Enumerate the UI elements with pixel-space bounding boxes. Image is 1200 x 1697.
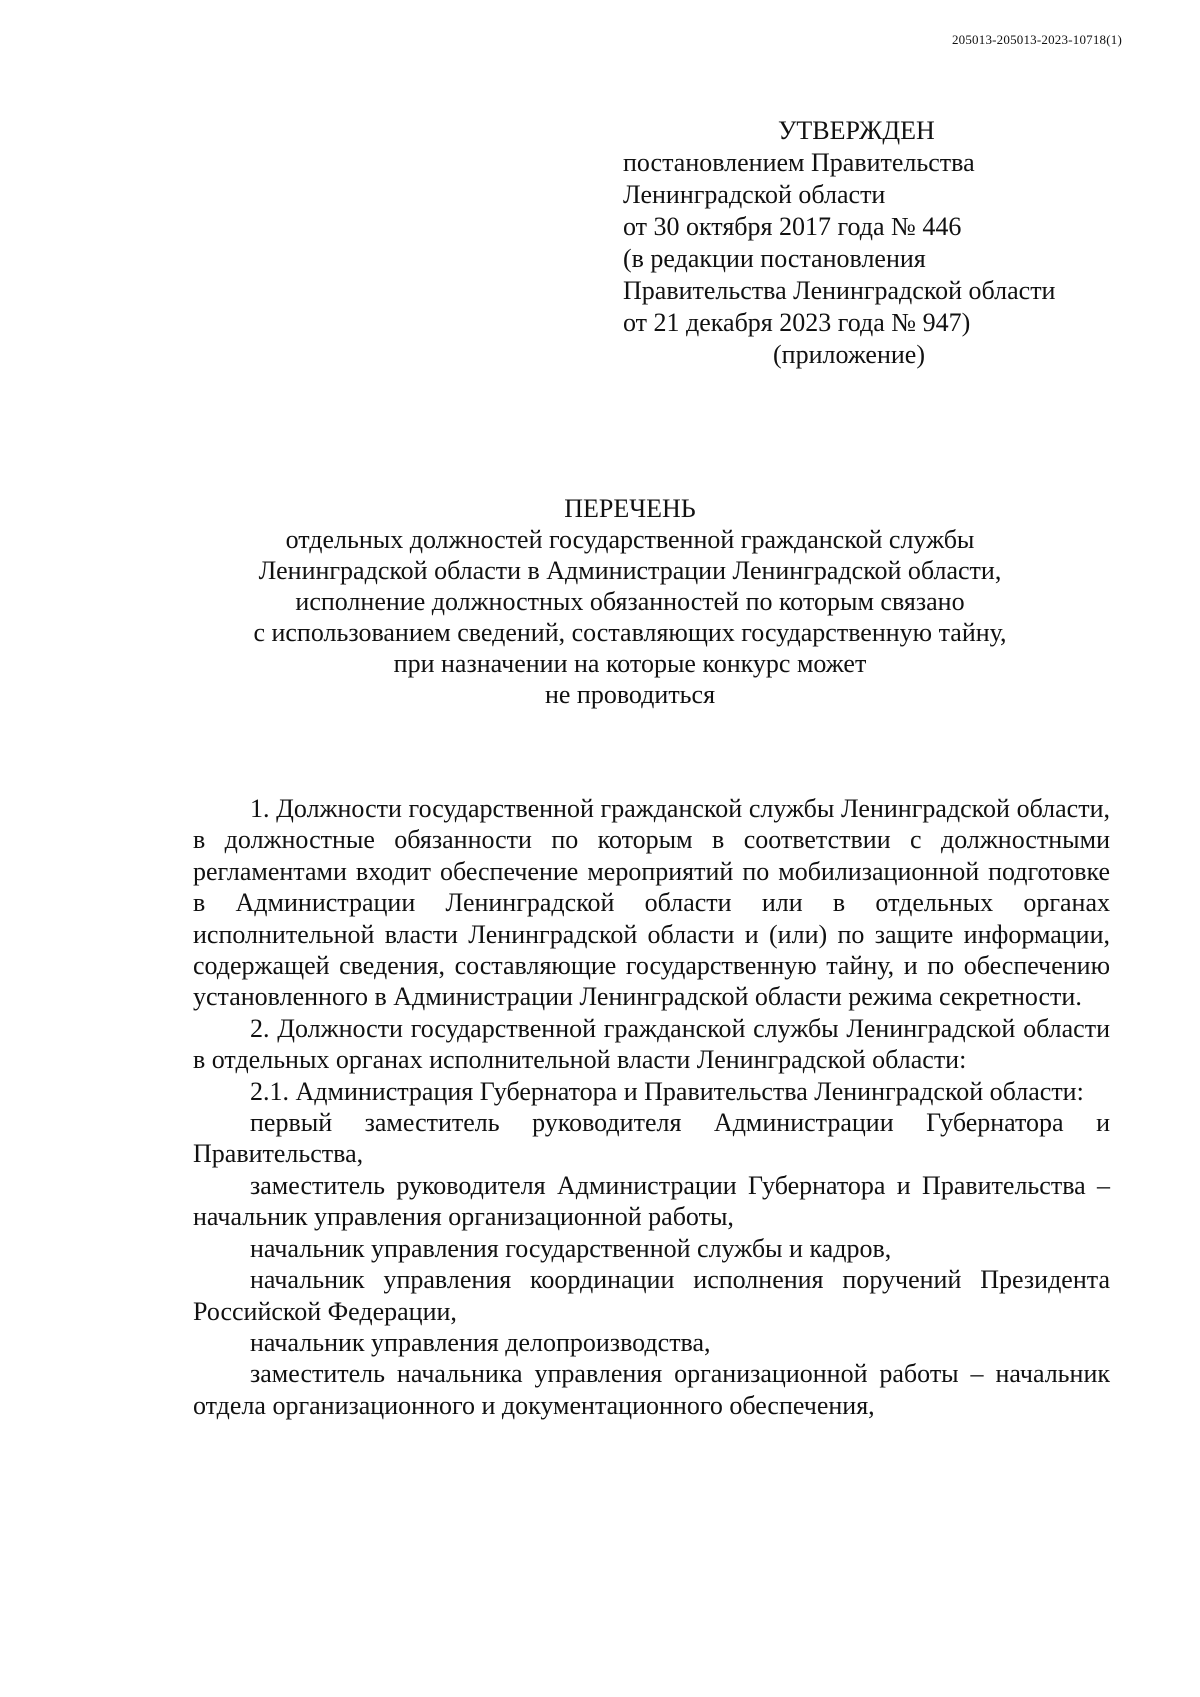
position-item: начальник управления координации исполнения поручений Президента Российской Федерации, [193, 1265, 1110, 1326]
document-registration-number: 205013-205013-2023-10718(1) [951, 32, 1122, 47]
position-item: первый заместитель руководителя Администрации Губернатора и Правительства, [193, 1108, 1110, 1169]
approval-line: постановлением Правительства [623, 148, 975, 177]
list-heading: ПЕРЕЧЕНЬ [564, 494, 696, 523]
position-item: заместитель начальника управления организационной работы – начальник отдела организационного и документационного обеспечения, [193, 1359, 1110, 1420]
list-title-block [190, 493, 1070, 710]
list-title-line: не проводиться [544, 680, 716, 709]
approval-appendix: (приложение) [773, 340, 926, 369]
paragraph-2: 2. Должности государственной гражданской службы Ленинградской области в отдельных органах исполнительной власти Ленинградской области: [193, 1013, 1110, 1075]
paragraph-1: 1. Должности государственной гражданской службы Ленинградской области, в должностные обязанности по которым в соответствии с должностными регламентами входит обеспечение мероприятий по мобилизационной подготовке в Администрации Ленинградской области или в отдельных органах исполнительной власти Ленинградской области и (или) по защите информации, содержащей сведения, составляющие государственную тайну, и по обеспечению установленного в Администрации Ленинградской области режима секретности. [193, 794, 1110, 1012]
position-item: начальник управления делопроизводства, [250, 1327, 711, 1357]
approval-line: Правительства Ленинградской области [623, 276, 1056, 305]
list-title-line: при назначении на которые конкурс может [393, 649, 867, 678]
list-title-line: Ленинградской области в Администрации Ленинградской области, [258, 556, 1002, 585]
list-title-line: исполнение должностных обязанностей по которым связано [295, 587, 965, 616]
list-title-line: с использованием сведений, составляющих государственную тайну, [253, 618, 1007, 647]
approval-line: от 30 октября 2017 года № 446 [623, 212, 962, 241]
approval-line: от 21 декабря 2023 года № 947) [623, 308, 971, 337]
approval-title: УТВЕРЖДЕН [778, 116, 935, 145]
position-item: заместитель руководителя Администрации Губернатора и Правительства – начальник управления организационной работы, [193, 1170, 1110, 1232]
paragraph-2-1: 2.1. Администрация Губернатора и Правительства Ленинградской области: [250, 1076, 1084, 1106]
list-title-line: отдельных должностей государственной гражданской службы [285, 525, 975, 554]
approval-line: (в редакции постановления [623, 244, 926, 273]
position-item: начальник управления государственной службы и кадров, [250, 1233, 892, 1263]
approval-stamp-block [623, 115, 1123, 371]
document-body [193, 793, 1110, 1421]
approval-line: Ленинградской области [623, 180, 886, 209]
